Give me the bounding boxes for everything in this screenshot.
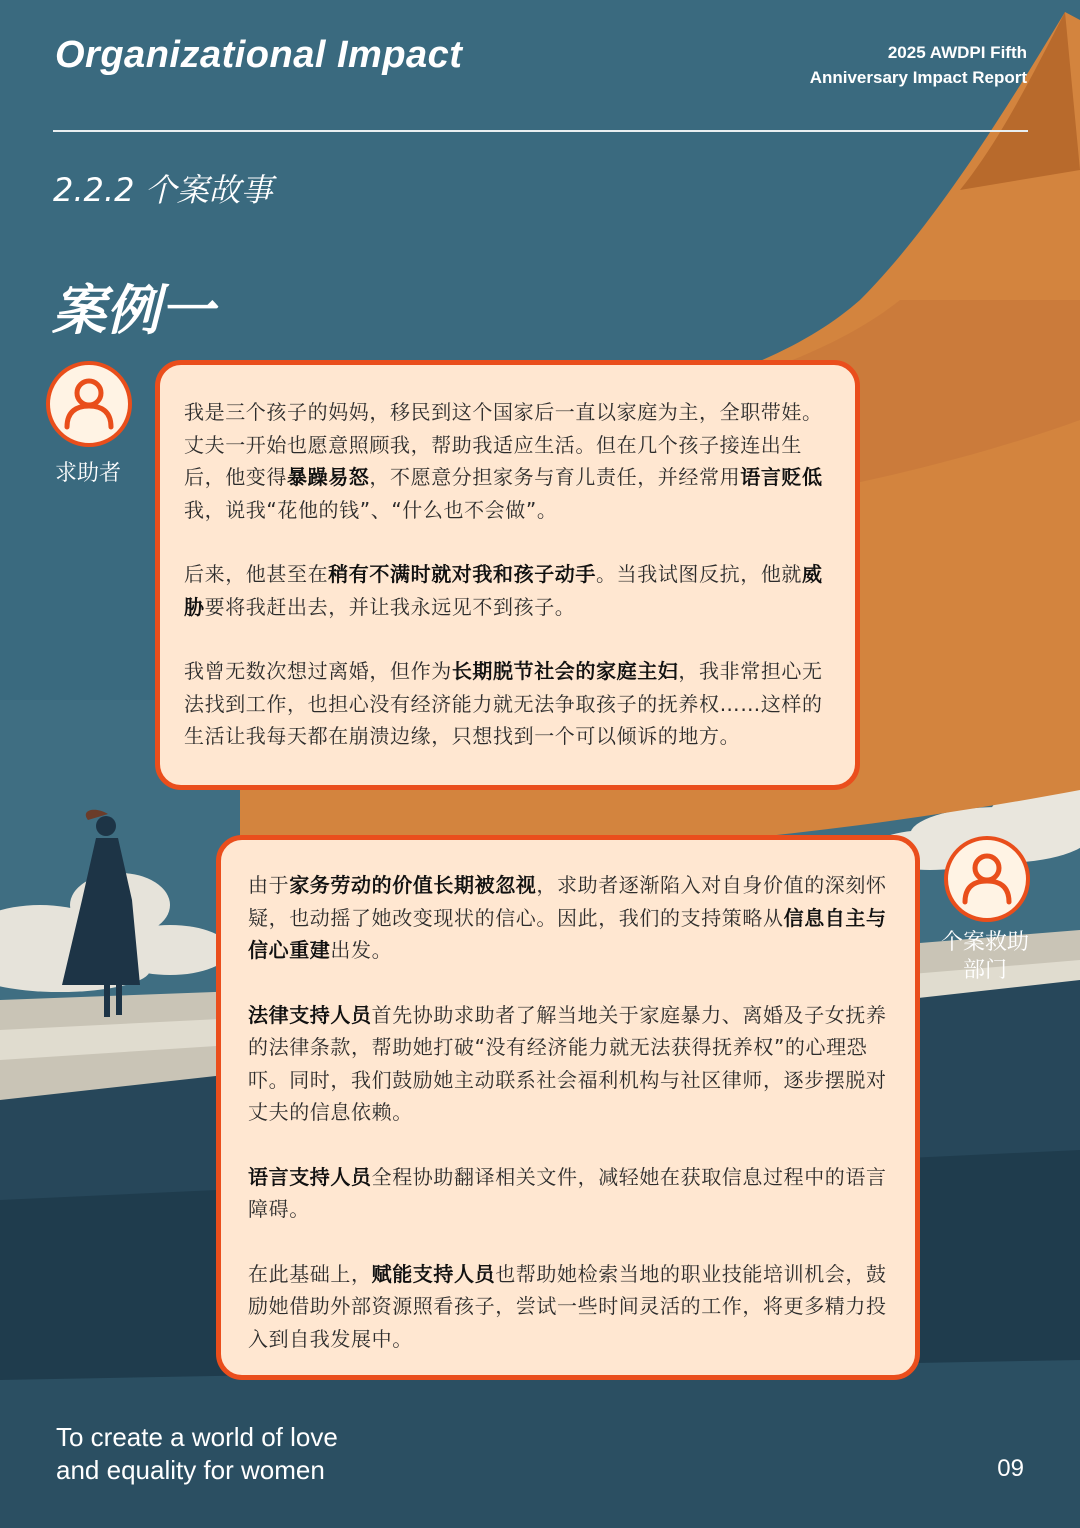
seeker-story-text [184, 396, 831, 753]
text-run: ，不愿意分担家务与育儿责任，并经常用 [369, 465, 741, 489]
emphasized-text: 法律支持人员 [248, 1002, 372, 1027]
text-run: 我，说我“花他的钱”、“什么也不会做”。 [184, 497, 558, 522]
emphasized-text: 长期脱节社会的家庭主妇 [451, 659, 679, 683]
emphasized-text: 威胁 [184, 562, 823, 619]
text-run: 我曾无数次想过离婚，但作为 [184, 659, 452, 683]
emphasized-text: 稍有不满时就对我和孩子动手 [328, 562, 597, 586]
story-paragraph [184, 655, 831, 753]
story-paragraph [184, 396, 831, 526]
text-run: 全程协助翻译相关文件，减轻她在获取信息过程中的语言障碍。 [248, 1164, 887, 1221]
story-paragraph [248, 1161, 891, 1226]
tagline-line1: To create a world of love [56, 1422, 338, 1452]
footer-tagline [56, 1421, 338, 1487]
emphasized-text: 赋能支持人员 [371, 1261, 496, 1286]
person-icon [948, 840, 1026, 918]
story-paragraph [248, 1258, 891, 1356]
seeker-label: 求助者 [54, 461, 121, 486]
emphasized-text: 家务劳动的价值长期被忽视 [289, 873, 537, 897]
text-run: 我是三个孩子的妈妈，移民到这个国家后一直以家庭为主，全职带娃。丈夫一开始也愿意照顾我，帮助我适应生活。但在几个孩子接连出生后，他变得 [184, 400, 823, 489]
text-run: ，求助者逐渐陷入对自身价值的深刻怀疑，也动摇了她改变现状的信心。因此，我们的支持策略从 [248, 873, 887, 930]
department-response-bubble [216, 835, 920, 1380]
report-title-line1: 2025 AWDPI Fifth [887, 43, 1027, 62]
emphasized-text: 语言贬低 [740, 465, 823, 489]
page-number: 09 [997, 1455, 1024, 1482]
story-paragraph [184, 558, 831, 623]
text-run: 也帮助她检索当地的职业技能培训机会，鼓励她借助外部资源照看孩子，尝试一些时间灵活的工作，将更多精力投入到自我发展中。 [248, 1261, 887, 1351]
text-run: 在此基础上， [248, 1261, 372, 1286]
emphasized-text: 语言支持人员 [248, 1164, 372, 1189]
seeker-story-bubble [155, 360, 860, 790]
story-paragraph [248, 869, 891, 967]
department-label: 个案救助部门 [940, 930, 1029, 983]
section-heading: 2.2.2 个案故事 [53, 171, 273, 209]
text-run: 由于 [248, 873, 290, 897]
report-title-line2: Anniversary Impact Report [809, 68, 1027, 87]
text-run: 后来，他甚至在 [184, 562, 329, 586]
header-title: Organizational Impact [55, 34, 463, 76]
header-divider [53, 130, 1028, 132]
person-icon [50, 365, 128, 443]
text-run: 要将我赶出去，并让我永远见不到孩子。 [204, 594, 576, 619]
emphasized-text: 信息自主与信心重建 [248, 905, 887, 962]
emphasized-text: 暴躁易怒 [287, 465, 370, 489]
text-run: 。当我试图反抗，他就 [596, 562, 803, 586]
tagline-line2: and equality for women [56, 1455, 325, 1485]
seeker-avatar [46, 361, 132, 447]
report-title [810, 40, 1027, 90]
text-run: ，我非常担心无法找到工作，也担心没有经济能力就无法争取孩子的抚养权……这样的生活让我每天都在崩溃边缘，只想找到一个可以倾诉的地方。 [184, 659, 823, 748]
text-run: 首先协助求助者了解当地关于家庭暴力、离婚及子女抚养的法律条款，帮助她打破“没有经济能力就无法获得抚养权”的心理恐吓。同时，我们鼓励她主动联系社会福利机构与社区律师，逐步摆脱对丈夫的信息依赖。 [248, 1002, 887, 1124]
story-paragraph [248, 999, 891, 1129]
text-run: 出发。 [330, 938, 393, 962]
department-avatar [944, 836, 1030, 922]
department-response-text [248, 869, 891, 1355]
case-title: 案例一 [52, 279, 214, 342]
